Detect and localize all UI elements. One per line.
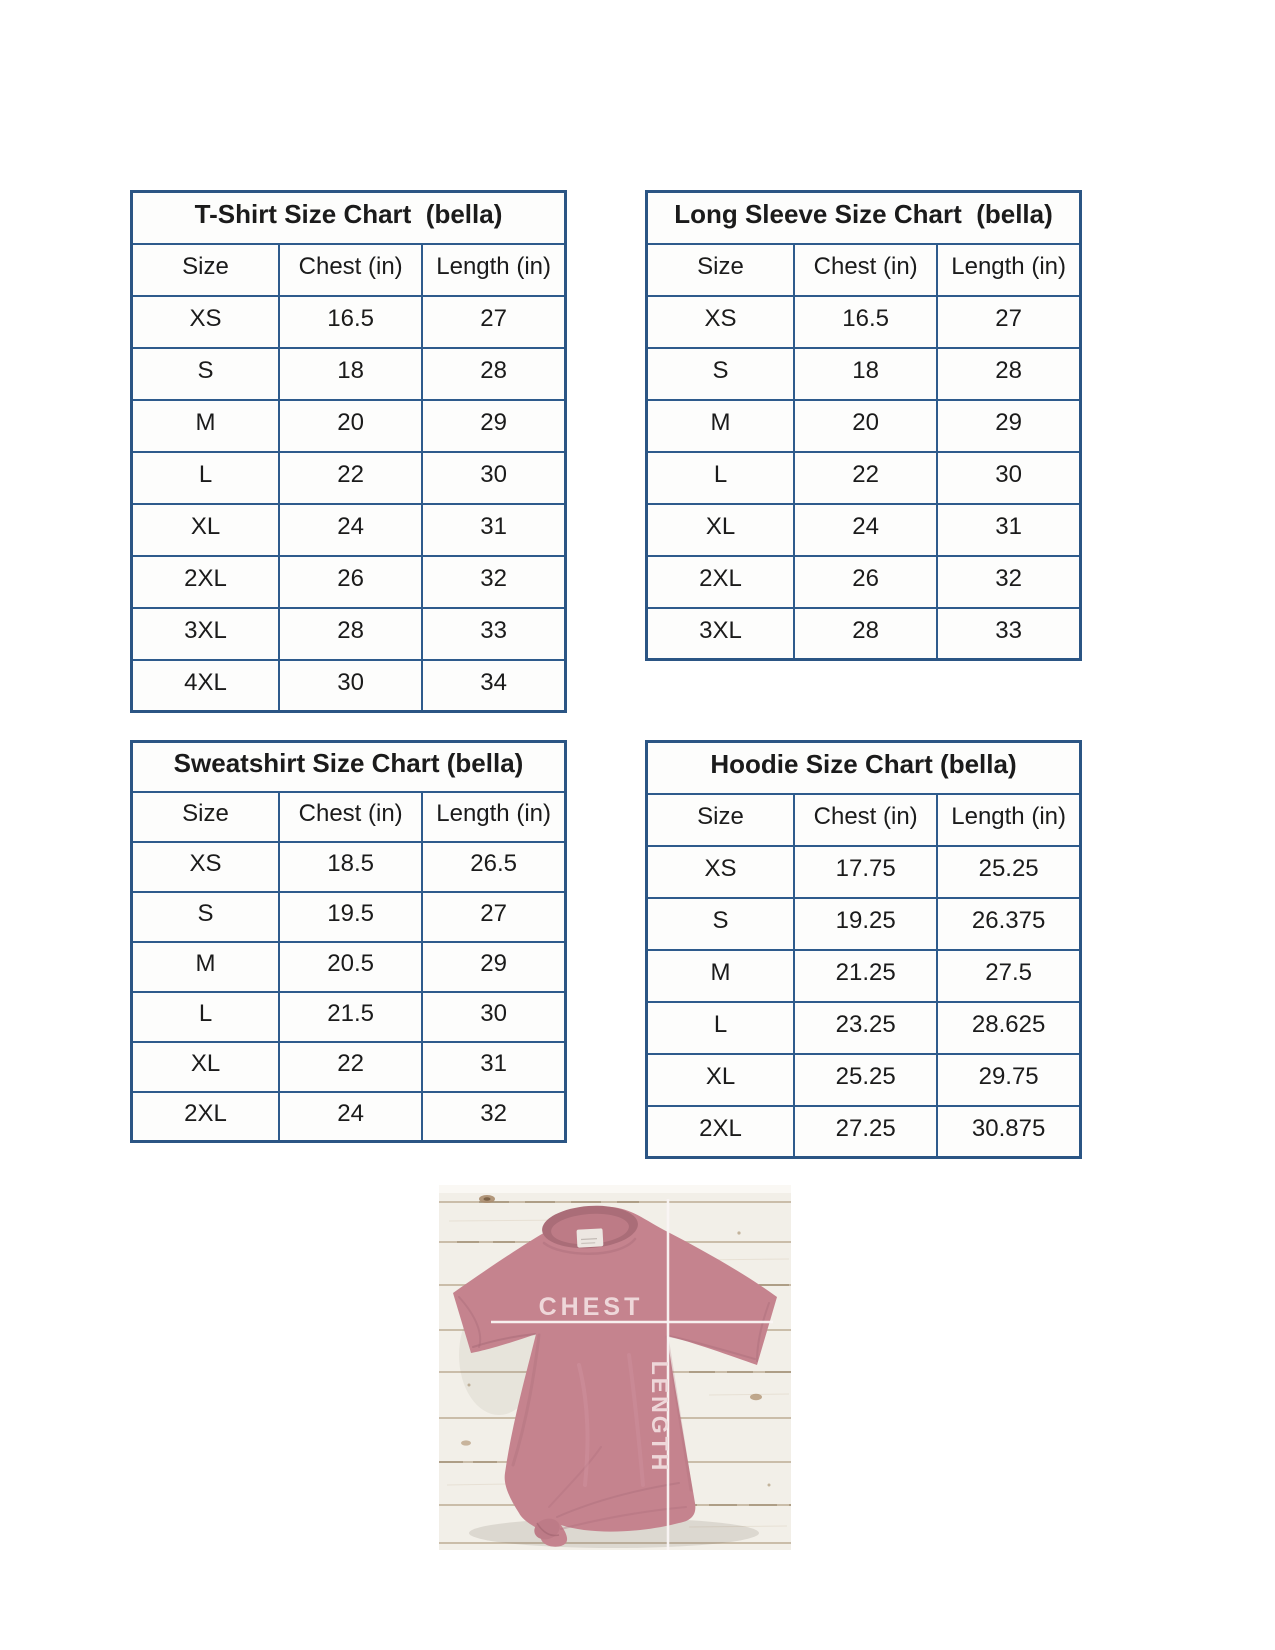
table-cell: 27.5: [937, 950, 1080, 1002]
table-cell: 30: [279, 660, 422, 712]
table-cell: 2XL: [647, 1106, 795, 1158]
table-cell: 26: [279, 556, 422, 608]
tshirt-table-title: T-Shirt Size Chart (bella): [132, 192, 566, 244]
table-cell: L: [132, 452, 280, 504]
tshirt-size-table: [130, 190, 567, 713]
table-cell: 17.75: [794, 846, 937, 898]
table-cell: 30: [422, 452, 565, 504]
table-cell: 3XL: [132, 608, 280, 660]
table-cell: 26.375: [937, 898, 1080, 950]
table-cell: 18: [794, 348, 937, 400]
table-row: [132, 660, 566, 712]
table-cell: 29: [937, 400, 1080, 452]
sweatshirt-table-title: Sweatshirt Size Chart (bella): [132, 742, 566, 792]
table-cell: 26: [794, 556, 937, 608]
table-cell: 18.5: [279, 842, 422, 892]
column-header-size: Size: [647, 794, 795, 846]
table-header-row: [132, 244, 566, 296]
table-row: [647, 608, 1081, 660]
table-cell: 30: [422, 992, 565, 1042]
table-cell: XS: [132, 842, 280, 892]
column-header-chest: Chest (in): [279, 792, 422, 842]
table-cell: XS: [132, 296, 280, 348]
table-cell: 24: [279, 1092, 422, 1142]
table-cell: 29: [422, 942, 565, 992]
table-cell: 21.25: [794, 950, 937, 1002]
table-row: [647, 556, 1081, 608]
table-row: [132, 842, 566, 892]
table-header-row: [647, 244, 1081, 296]
collar-label: [576, 1228, 603, 1247]
table-cell: 33: [937, 608, 1080, 660]
table-cell: 29: [422, 400, 565, 452]
table-cell: 30: [937, 452, 1080, 504]
table-cell: 32: [937, 556, 1080, 608]
table-row: [647, 348, 1081, 400]
table-cell: 32: [422, 1092, 565, 1142]
table-row: [647, 846, 1081, 898]
table-row: [132, 556, 566, 608]
table-cell: 28: [422, 348, 565, 400]
table-row: [647, 400, 1081, 452]
table-row: [132, 1042, 566, 1092]
table-cell: M: [132, 400, 280, 452]
column-header-size: Size: [132, 792, 280, 842]
table-cell: XL: [647, 1054, 795, 1106]
table-cell: L: [132, 992, 280, 1042]
table-cell: 24: [279, 504, 422, 556]
table-cell: 28: [279, 608, 422, 660]
table-cell: 28: [794, 608, 937, 660]
column-header-length: Length (in): [937, 794, 1080, 846]
table-cell: 20.5: [279, 942, 422, 992]
column-header-chest: Chest (in): [279, 244, 422, 296]
table-cell: 32: [422, 556, 565, 608]
table-row: [647, 1002, 1081, 1054]
table-cell: 28.625: [937, 1002, 1080, 1054]
table-header-row: [132, 792, 566, 842]
table-cell: 27: [937, 296, 1080, 348]
table-cell: S: [132, 348, 280, 400]
table-cell: 24: [794, 504, 937, 556]
table-cell: 16.5: [279, 296, 422, 348]
table-row: [132, 1092, 566, 1142]
column-header-length: Length (in): [937, 244, 1080, 296]
table-row: [647, 898, 1081, 950]
table-cell: 31: [422, 504, 565, 556]
table-cell: M: [132, 942, 280, 992]
hoodie-table-title: Hoodie Size Chart (bella): [647, 742, 1081, 794]
longsleeve-table-title: Long Sleeve Size Chart (bella): [647, 192, 1081, 244]
table-row: [647, 1106, 1081, 1158]
measurement-photo: [439, 1185, 791, 1550]
table-cell: S: [647, 348, 795, 400]
table-cell: 27: [422, 892, 565, 942]
column-header-size: Size: [132, 244, 280, 296]
table-cell: 2XL: [132, 556, 280, 608]
table-cell: L: [647, 452, 795, 504]
table-cell: XL: [132, 504, 280, 556]
table-cell: M: [647, 400, 795, 452]
table-row: [132, 348, 566, 400]
table-row: [647, 452, 1081, 504]
column-header-size: Size: [647, 244, 795, 296]
table-cell: M: [647, 950, 795, 1002]
table-cell: 27: [422, 296, 565, 348]
table-cell: 31: [937, 504, 1080, 556]
table-title-row: [647, 192, 1081, 244]
table-cell: 30.875: [937, 1106, 1080, 1158]
table-cell: 16.5: [794, 296, 937, 348]
table-cell: 22: [279, 1042, 422, 1092]
table-cell: 19.5: [279, 892, 422, 942]
column-header-chest: Chest (in): [794, 244, 937, 296]
hoodie-size-table: [645, 740, 1082, 1159]
table-cell: 3XL: [647, 608, 795, 660]
table-cell: 34: [422, 660, 565, 712]
table-cell: 22: [279, 452, 422, 504]
table-cell: 23.25: [794, 1002, 937, 1054]
table-cell: S: [132, 892, 280, 942]
table-row: [647, 296, 1081, 348]
table-row: [132, 992, 566, 1042]
longsleeve-size-table: [645, 190, 1082, 661]
table-cell: 20: [794, 400, 937, 452]
table-row: [647, 504, 1081, 556]
table-cell: XL: [647, 504, 795, 556]
table-cell: 27.25: [794, 1106, 937, 1158]
table-cell: 31: [422, 1042, 565, 1092]
table-cell: 18: [279, 348, 422, 400]
table-row: [132, 400, 566, 452]
table-cell: 26.5: [422, 842, 565, 892]
table-row: [647, 1054, 1081, 1106]
table-cell: 25.25: [794, 1054, 937, 1106]
table-header-row: [647, 794, 1081, 846]
table-title-row: [132, 192, 566, 244]
table-cell: 2XL: [132, 1092, 280, 1142]
table-cell: S: [647, 898, 795, 950]
table-row: [647, 950, 1081, 1002]
table-cell: 29.75: [937, 1054, 1080, 1106]
table-cell: 33: [422, 608, 565, 660]
table-cell: XS: [647, 846, 795, 898]
table-cell: 25.25: [937, 846, 1080, 898]
table-cell: 21.5: [279, 992, 422, 1042]
table-cell: 19.25: [794, 898, 937, 950]
table-cell: 20: [279, 400, 422, 452]
table-title-row: [647, 742, 1081, 794]
table-row: [132, 452, 566, 504]
table-title-row: [132, 742, 566, 792]
table-row: [132, 942, 566, 992]
table-row: [132, 608, 566, 660]
table-row: [132, 296, 566, 348]
table-row: [132, 504, 566, 556]
table-cell: L: [647, 1002, 795, 1054]
column-header-length: Length (in): [422, 792, 565, 842]
column-header-length: Length (in): [422, 244, 565, 296]
table-cell: XS: [647, 296, 795, 348]
table-cell: 4XL: [132, 660, 280, 712]
table-cell: 28: [937, 348, 1080, 400]
length-label: LENGTH: [647, 1360, 673, 1474]
table-row: [132, 892, 566, 942]
chest-label: CHEST: [538, 1293, 644, 1321]
column-header-chest: Chest (in): [794, 794, 937, 846]
table-cell: 22: [794, 452, 937, 504]
sweatshirt-size-table: [130, 740, 567, 1143]
table-cell: 2XL: [647, 556, 795, 608]
table-cell: XL: [132, 1042, 280, 1092]
